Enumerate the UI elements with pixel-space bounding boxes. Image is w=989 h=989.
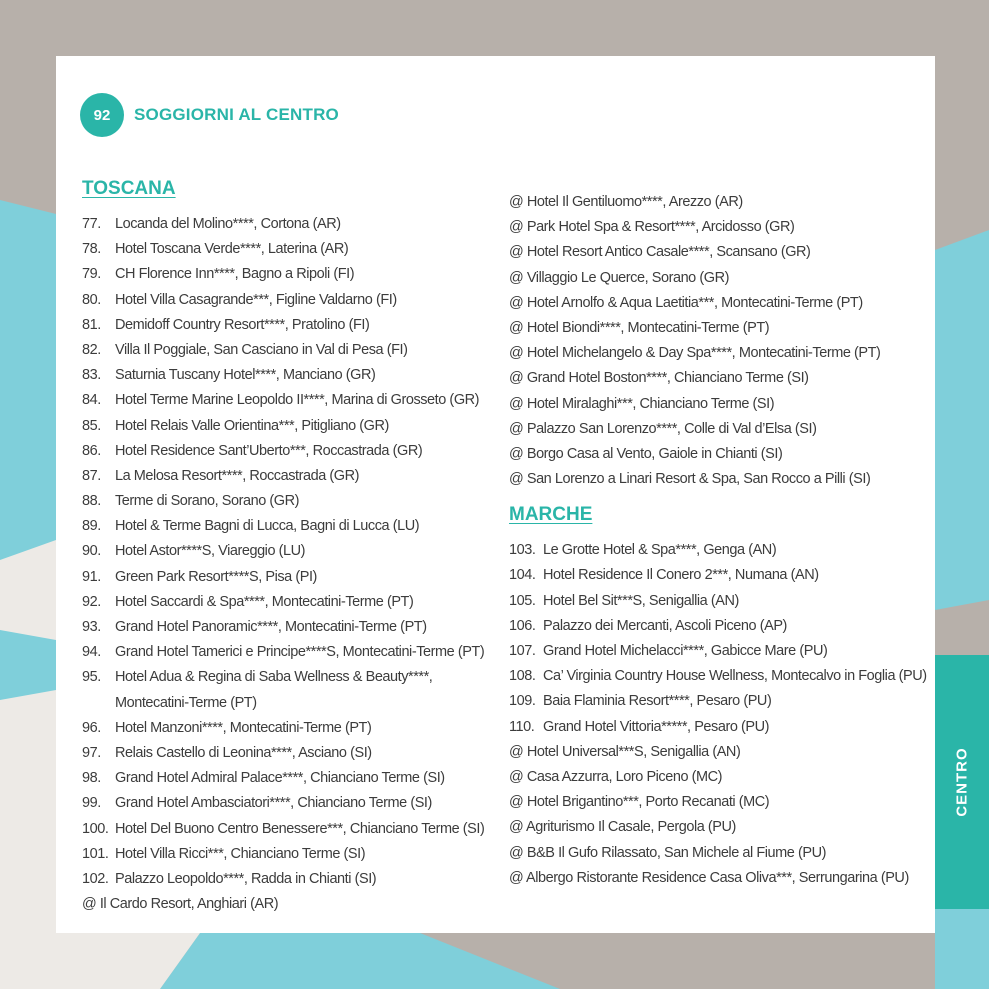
- item-text: @ Hotel Il Gentiluomo****, Arezzo (AR): [509, 194, 743, 210]
- item-text: Baia Flaminia Resort****, Pesaro (PU): [543, 693, 772, 710]
- list-item: [509, 215, 919, 240]
- item-number: 88.: [82, 493, 101, 510]
- item-number: 82.: [82, 341, 101, 358]
- item-text: Ca’ Virginia Country House Wellness, Montecalvo in Foglia (PU): [543, 668, 927, 685]
- item-number: 84.: [82, 392, 101, 409]
- item-text: @ Hotel Universal***S, Senigallia (AN): [509, 743, 741, 760]
- item-number: 104.: [509, 567, 536, 584]
- item-text: @ Casa Azzurra, Loro Piceno (MC): [509, 768, 723, 785]
- item-text: @ Hotel Brigantino***, Porto Recanati (MC): [509, 794, 770, 811]
- right-column: [509, 190, 927, 891]
- list-item: [82, 615, 492, 640]
- item-number: 99.: [82, 795, 101, 812]
- list-item: [509, 841, 919, 866]
- item-text: @ Agriturismo Il Casale, Pergola (PU): [509, 819, 736, 836]
- item-text: Hotel Adua & Regina di Saba Wellness & Beauty****, Montecatini-Terme (PT): [115, 669, 433, 711]
- item-text: Palazzo Leopoldo****, Radda in Chianti (SI): [115, 870, 377, 887]
- list-item: [82, 489, 492, 514]
- item-text: Saturnia Tuscany Hotel****, Manciano (GR): [115, 367, 376, 384]
- item-text: Hotel Astor****S, Viareggio (LU): [115, 543, 306, 560]
- item-text: Villa Il Poggiale, San Casciano in Val di Pesa (FI): [115, 341, 408, 358]
- item-text: @ Villaggio Le Querce, Sorano (GR): [509, 269, 729, 286]
- item-number: 80.: [82, 291, 101, 308]
- list-item: [82, 237, 492, 262]
- item-number: 89.: [82, 518, 101, 535]
- list-item: [82, 867, 492, 892]
- list-item: [82, 640, 492, 665]
- list-item: [82, 338, 492, 363]
- item-text: Le Grotte Hotel & Spa****, Genga (AN): [543, 542, 777, 559]
- toscana-extra-list: [509, 190, 919, 492]
- list-item: [509, 715, 919, 740]
- list-item: [82, 817, 492, 842]
- item-number: 97.: [82, 744, 101, 761]
- item-number: 83.: [82, 367, 101, 384]
- item-text: La Melosa Resort****, Roccastrada (GR): [115, 467, 359, 484]
- item-text: Relais Castello di Leonina****, Asciano (SI): [115, 744, 372, 761]
- item-number: 96.: [82, 719, 101, 736]
- item-text: Hotel Manzoni****, Montecatini-Terme (PT): [115, 719, 372, 736]
- item-number: 85.: [82, 417, 101, 434]
- list-item: [509, 589, 919, 614]
- item-number: 79.: [82, 266, 101, 283]
- item-number: 106.: [509, 617, 536, 634]
- item-text: Hotel Residence Il Conero 2***, Numana (AN): [543, 567, 819, 584]
- item-text: Palazzo dei Mercanti, Ascoli Piceno (AP): [543, 617, 787, 634]
- item-text: Green Park Resort****S, Pisa (PI): [115, 568, 317, 585]
- item-number: 100.: [82, 820, 109, 837]
- list-item: [509, 341, 919, 366]
- item-text: @ Hotel Miralaghi***, Chianciano Terme (SI): [509, 395, 775, 412]
- list-item: [82, 565, 492, 590]
- list-item: [82, 539, 492, 564]
- item-text: CH Florence Inn****, Bagno a Ripoli (FI): [115, 266, 355, 283]
- item-text: @ Il Cardo Resort, Anghiari (AR): [82, 896, 279, 913]
- item-text: Hotel Saccardi & Spa****, Montecatini-Terme (PT): [115, 593, 414, 610]
- list-item: [509, 190, 919, 215]
- item-text: Terme di Sorano, Sorano (GR): [115, 493, 300, 510]
- region-title-marche: MARCHE: [509, 504, 593, 526]
- page-number-badge: 92: [80, 93, 124, 137]
- list-item: [82, 766, 492, 791]
- list-item: [82, 288, 492, 313]
- item-number: 102.: [82, 870, 109, 887]
- item-text: @ Grand Hotel Boston****, Chianciano Terme (SI): [509, 370, 809, 387]
- item-number: 101.: [82, 845, 109, 862]
- list-item: [509, 740, 919, 765]
- item-text: Hotel Toscana Verde****, Laterina (AR): [115, 241, 349, 258]
- item-text: Grand Hotel Vittoria*****, Pesaro (PU): [543, 718, 770, 735]
- list-item: [509, 790, 919, 815]
- list-item: [509, 664, 927, 689]
- list-item: [509, 563, 919, 588]
- item-text: Grand Hotel Panoramic****, Montecatini-Terme (PT): [115, 619, 427, 635]
- list-item: [509, 765, 919, 790]
- marche-list: [509, 538, 927, 891]
- list-item: [509, 866, 919, 891]
- list-item: [82, 842, 492, 867]
- list-item: [509, 614, 919, 639]
- list-item: [509, 639, 919, 664]
- left-column: [82, 176, 492, 917]
- item-text: @ Hotel Michelangelo & Day Spa****, Montecatini-Terme (PT): [509, 345, 881, 362]
- page-header: [80, 93, 339, 137]
- item-number: 87.: [82, 467, 101, 484]
- item-number: 86.: [82, 442, 101, 459]
- item-number: 81.: [82, 316, 101, 333]
- item-text: Hotel Residence Sant’Uberto***, Roccastrada (GR): [115, 442, 423, 459]
- item-text: @ Hotel Biondi****, Montecatini-Terme (PT): [509, 319, 770, 336]
- item-text: @ Park Hotel Spa & Resort****, Arcidosso (GR): [509, 219, 795, 236]
- item-text: Hotel Bel Sit***S, Senigallia (AN): [543, 592, 739, 609]
- list-item: [509, 266, 919, 291]
- item-number: 78.: [82, 241, 101, 258]
- item-number: 92.: [82, 593, 101, 610]
- item-text: @ San Lorenzo a Linari Resort & Spa, San Rocco a Pilli (SI): [509, 471, 871, 488]
- item-text: Locanda del Molino****, Cortona (AR): [115, 216, 341, 232]
- item-number: 95.: [82, 669, 101, 686]
- item-number: 94.: [82, 644, 101, 661]
- item-text: @ Palazzo San Lorenzo****, Colle di Val d’Elsa (SI): [509, 420, 817, 437]
- list-item: [509, 291, 919, 316]
- list-item: [82, 892, 492, 917]
- list-item: [82, 363, 492, 388]
- list-item: [82, 212, 492, 237]
- item-text: Hotel Del Buono Centro Benessere***, Chianciano Terme (SI): [115, 820, 485, 837]
- item-number: 108.: [509, 668, 536, 685]
- content-card: [56, 56, 935, 933]
- list-item: [82, 791, 492, 816]
- item-number: 91.: [82, 568, 101, 585]
- item-number: 90.: [82, 543, 101, 560]
- list-item: [82, 514, 492, 539]
- list-item: [509, 442, 919, 467]
- list-item: [82, 716, 492, 741]
- list-item: [509, 538, 919, 563]
- item-number: 77.: [82, 216, 101, 232]
- toscana-list: [82, 212, 492, 917]
- item-number: 107.: [509, 643, 536, 659]
- item-text: Demidoff Country Resort****, Pratolino (FI): [115, 316, 370, 333]
- item-text: @ Albergo Ristorante Residence Casa Oliva***, Serrungarina (PU): [509, 869, 909, 886]
- item-text: Hotel Terme Marine Leopoldo II****, Marina di Grosseto (GR): [115, 392, 480, 409]
- list-item: [82, 388, 492, 413]
- item-text: @ Borgo Casa al Vento, Gaiole in Chianti (SI): [509, 445, 783, 462]
- item-text: Hotel Villa Ricci***, Chianciano Terme (SI): [115, 845, 366, 862]
- item-text: Grand Hotel Tamerici e Principe****S, Montecatini-Terme (PT): [115, 644, 485, 661]
- item-text: @ Hotel Resort Antico Casale****, Scansano (GR): [509, 244, 811, 261]
- item-text: Grand Hotel Ambasciatori****, Chianciano Terme (SI): [115, 795, 432, 812]
- list-item: [509, 417, 919, 442]
- list-item: [82, 741, 492, 766]
- side-tab-label: CENTRO: [953, 747, 971, 817]
- list-item: [509, 467, 919, 492]
- item-text: Grand Hotel Admiral Palace****, Chianciano Terme (SI): [115, 770, 445, 787]
- item-number: 98.: [82, 770, 101, 787]
- item-text: Grand Hotel Michelacci****, Gabicce Mare (PU): [543, 643, 828, 659]
- list-item: [509, 316, 919, 341]
- item-number: 103.: [509, 542, 536, 559]
- item-number: 110.: [509, 718, 535, 735]
- list-item: [509, 240, 919, 265]
- item-number: 105.: [509, 592, 536, 609]
- item-number: 109.: [509, 693, 536, 710]
- item-number: 93.: [82, 619, 101, 635]
- item-text: Hotel Villa Casagrande***, Figline Valdarno (FI): [115, 291, 397, 308]
- list-item: [509, 392, 919, 417]
- item-text: @ B&B Il Gufo Rilassato, San Michele al Fiume (PU): [509, 844, 826, 861]
- list-item: [509, 815, 919, 840]
- item-text: @ Hotel Arnolfo & Aqua Laetitia***, Montecatini-Terme (PT): [509, 294, 863, 311]
- list-item: [82, 262, 492, 287]
- list-item: [82, 439, 492, 464]
- section-title: SOGGIORNI AL CENTRO: [134, 105, 339, 124]
- item-text: Hotel & Terme Bagni di Lucca, Bagni di Lucca (LU): [115, 518, 420, 535]
- region-title-toscana: TOSCANA: [82, 178, 176, 199]
- side-tab[interactable]: [935, 655, 989, 909]
- list-item: [82, 313, 492, 338]
- item-text: Hotel Relais Valle Orientina***, Pitigliano (GR): [115, 417, 389, 434]
- list-item: [82, 590, 492, 615]
- list-item: [509, 689, 919, 714]
- list-item: [82, 414, 492, 439]
- list-item: [509, 366, 919, 391]
- list-item: [82, 665, 492, 715]
- list-item: [82, 464, 492, 489]
